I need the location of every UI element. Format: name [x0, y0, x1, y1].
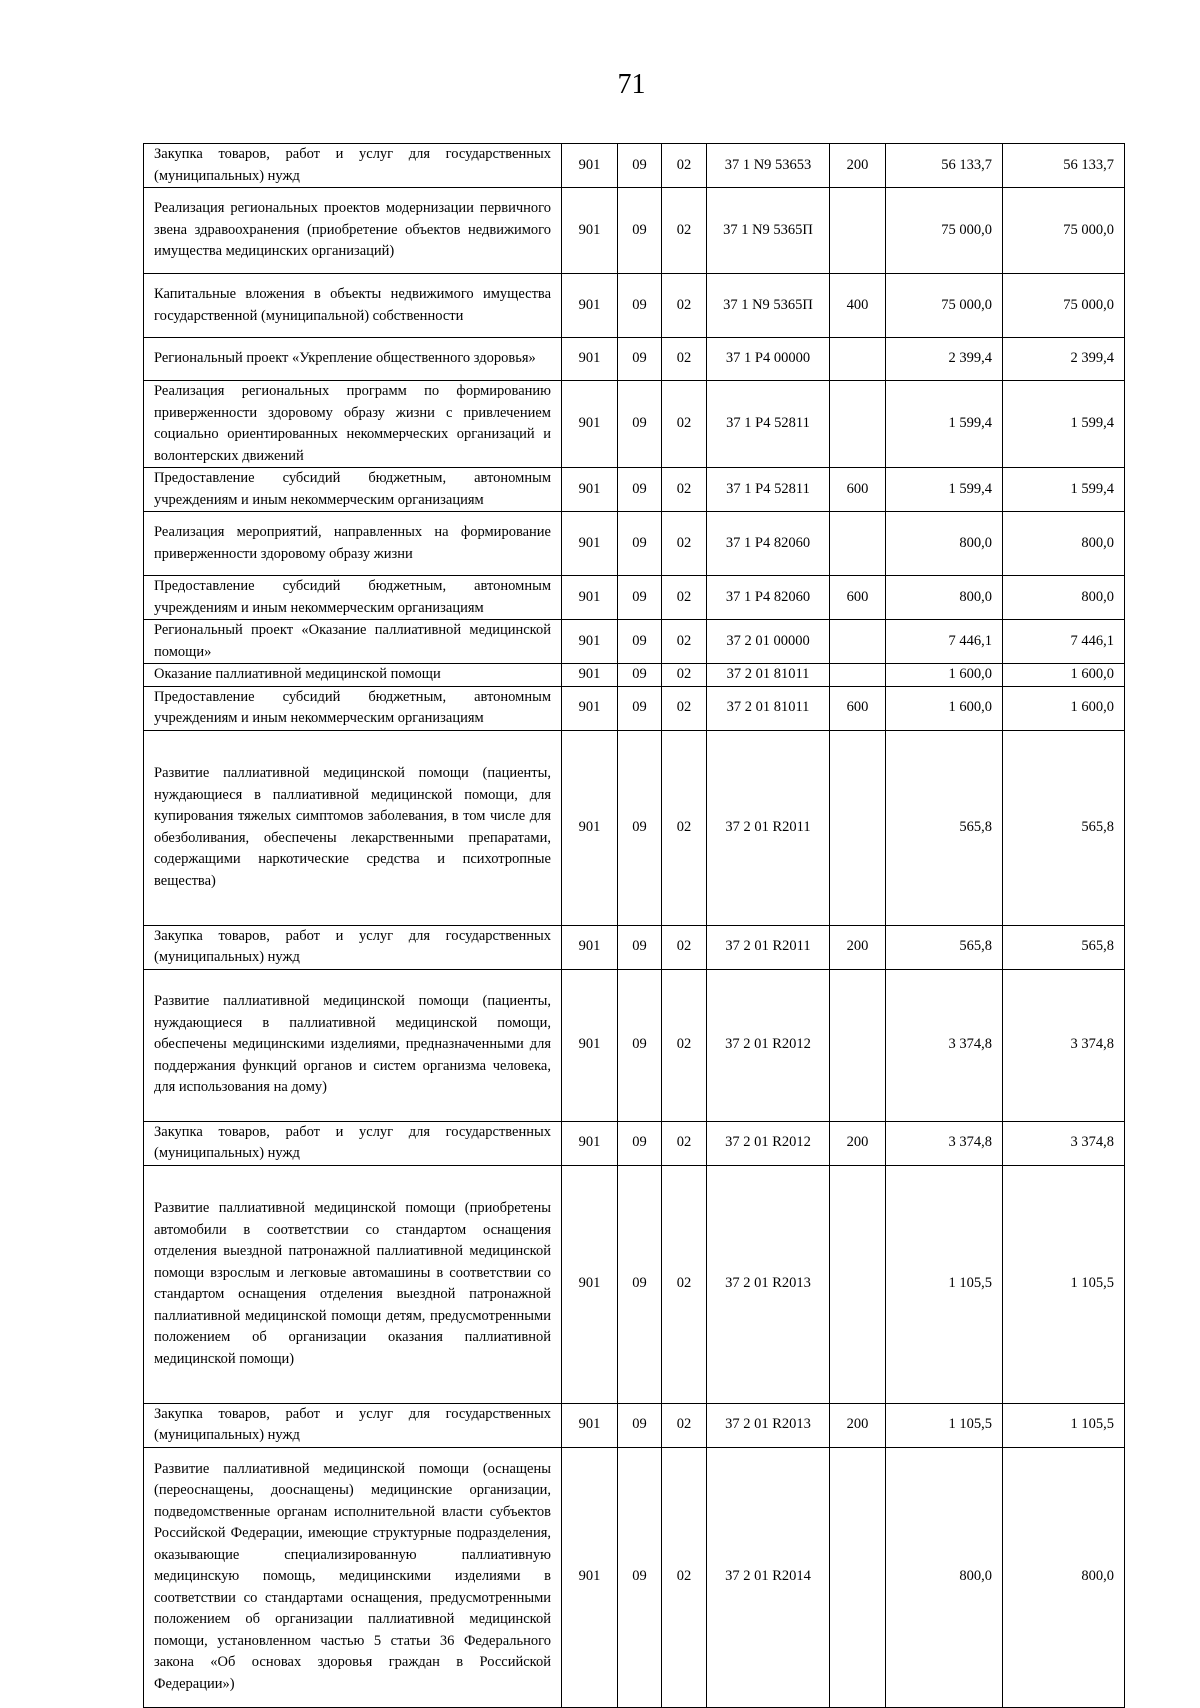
expense-type-code: 200: [830, 1403, 886, 1447]
section-code: 09: [618, 381, 662, 468]
amount-1: 800,0: [886, 576, 1003, 620]
budget-item-name: Закупка товаров, работ и услуг для государственных (муниципальных) нужд: [144, 144, 562, 188]
grbs-code: 901: [562, 620, 618, 664]
section-code: 09: [618, 925, 662, 969]
expense-type-code: [830, 512, 886, 576]
subsection-code: 02: [662, 1447, 707, 1707]
grbs-code: 901: [562, 144, 618, 188]
subsection-code: 02: [662, 381, 707, 468]
target-article-code: 37 1 N9 5365П: [707, 188, 830, 274]
table-row: [144, 338, 1125, 381]
amount-1: 565,8: [886, 925, 1003, 969]
grbs-code: 901: [562, 730, 618, 925]
amount-1: 800,0: [886, 1447, 1003, 1707]
section-code: 09: [618, 664, 662, 687]
budget-item-name: Развитие паллиативной медицинской помощи (пациенты, нуждающиеся в паллиативной медицинской помощи, для купирования тяжелых симптомов заболевания, в том числе для обезболивания, обеспечены лекарственными препаратами, содержащими наркотические средства и психотропные вещества): [144, 730, 562, 925]
section-code: 09: [618, 1165, 662, 1403]
budget-item-name: Реализация региональных проектов модернизации первичного звена здравоохранения (приобретение объектов недвижимого имущества медицинских организаций): [144, 188, 562, 274]
budget-table: [143, 143, 1125, 1708]
target-article-code: 37 2 01 81011: [707, 664, 830, 687]
expense-type-code: [830, 1447, 886, 1707]
budget-item-name: Предоставление субсидий бюджетным, автономным учреждениям и иным некоммерческим организациям: [144, 576, 562, 620]
subsection-code: 02: [662, 576, 707, 620]
budget-item-name: Закупка товаров, работ и услуг для государственных (муниципальных) нужд: [144, 1403, 562, 1447]
budget-item-name: Закупка товаров, работ и услуг для государственных (муниципальных) нужд: [144, 925, 562, 969]
grbs-code: 901: [562, 512, 618, 576]
amount-2: 1 105,5: [1003, 1165, 1125, 1403]
table-row: [144, 512, 1125, 576]
grbs-code: 901: [562, 1121, 618, 1165]
expense-type-code: [830, 338, 886, 381]
amount-2: 75 000,0: [1003, 188, 1125, 274]
expense-type-code: 200: [830, 925, 886, 969]
section-code: 09: [618, 188, 662, 274]
subsection-code: 02: [662, 512, 707, 576]
budget-item-name: Региональный проект «Укрепление общественного здоровья»: [144, 338, 562, 381]
amount-2: 1 600,0: [1003, 664, 1125, 687]
section-code: 09: [618, 1403, 662, 1447]
amount-2: 800,0: [1003, 576, 1125, 620]
grbs-code: 901: [562, 381, 618, 468]
target-article-code: 37 1 N9 53653: [707, 144, 830, 188]
section-code: 09: [618, 468, 662, 512]
table-row: [144, 144, 1125, 188]
table-row: [144, 188, 1125, 274]
grbs-code: 901: [562, 188, 618, 274]
amount-1: 7 446,1: [886, 620, 1003, 664]
amount-1: 75 000,0: [886, 274, 1003, 338]
budget-item-name: Предоставление субсидий бюджетным, автономным учреждениям и иным некоммерческим организациям: [144, 468, 562, 512]
table-row: [144, 1403, 1125, 1447]
subsection-code: 02: [662, 664, 707, 687]
expense-type-code: 200: [830, 144, 886, 188]
amount-2: 75 000,0: [1003, 274, 1125, 338]
expense-type-code: [830, 188, 886, 274]
target-article-code: 37 1 P4 52811: [707, 468, 830, 512]
budget-item-name: Развитие паллиативной медицинской помощи (пациенты, нуждающиеся в паллиативной медицинской помощи, обеспечены медицинскими изделиями, предназначенными для поддержания функций органов и систем организма человека, для использования на дому): [144, 969, 562, 1121]
target-article-code: 37 2 01 00000: [707, 620, 830, 664]
section-code: 09: [618, 969, 662, 1121]
expense-type-code: 600: [830, 468, 886, 512]
expense-type-code: [830, 730, 886, 925]
grbs-code: 901: [562, 1165, 618, 1403]
amount-2: 1 599,4: [1003, 381, 1125, 468]
table-row: [144, 1121, 1125, 1165]
table-row: [144, 969, 1125, 1121]
amount-2: 2 399,4: [1003, 338, 1125, 381]
subsection-code: 02: [662, 969, 707, 1121]
amount-1: 1 599,4: [886, 468, 1003, 512]
grbs-code: 901: [562, 969, 618, 1121]
table-row: [144, 730, 1125, 925]
table-row: [144, 381, 1125, 468]
section-code: 09: [618, 620, 662, 664]
target-article-code: 37 2 01 R2014: [707, 1447, 830, 1707]
amount-1: 1 105,5: [886, 1165, 1003, 1403]
section-code: 09: [618, 686, 662, 730]
target-article-code: 37 1 N9 5365П: [707, 274, 830, 338]
section-code: 09: [618, 338, 662, 381]
amount-2: 3 374,8: [1003, 1121, 1125, 1165]
grbs-code: 901: [562, 468, 618, 512]
budget-item-name: Реализация мероприятий, направленных на формирование приверженности здоровому образу жизни: [144, 512, 562, 576]
table-row: [144, 1165, 1125, 1403]
amount-1: 3 374,8: [886, 969, 1003, 1121]
subsection-code: 02: [662, 144, 707, 188]
table-row: [144, 576, 1125, 620]
subsection-code: 02: [662, 925, 707, 969]
table-row: [144, 620, 1125, 664]
page-number: 71: [617, 69, 646, 100]
expense-type-code: [830, 1165, 886, 1403]
table-row: [144, 686, 1125, 730]
grbs-code: 901: [562, 664, 618, 687]
table-row: [144, 925, 1125, 969]
table-row: [144, 1447, 1125, 1707]
subsection-code: 02: [662, 338, 707, 381]
budget-item-name: Оказание паллиативной медицинской помощи: [144, 664, 562, 687]
target-article-code: 37 2 01 R2011: [707, 730, 830, 925]
subsection-code: 02: [662, 730, 707, 925]
amount-1: 1 600,0: [886, 686, 1003, 730]
amount-2: 7 446,1: [1003, 620, 1125, 664]
amount-1: 1 105,5: [886, 1403, 1003, 1447]
amount-1: 2 399,4: [886, 338, 1003, 381]
section-code: 09: [618, 1121, 662, 1165]
target-article-code: 37 2 01 R2013: [707, 1403, 830, 1447]
expense-type-code: [830, 381, 886, 468]
grbs-code: 901: [562, 686, 618, 730]
expense-type-code: 600: [830, 686, 886, 730]
amount-1: 1 600,0: [886, 664, 1003, 687]
expense-type-code: 600: [830, 576, 886, 620]
expense-type-code: [830, 969, 886, 1121]
amount-2: 1 599,4: [1003, 468, 1125, 512]
section-code: 09: [618, 730, 662, 925]
target-article-code: 37 1 P4 82060: [707, 512, 830, 576]
budget-item-name: Реализация региональных программ по формированию приверженности здоровому образу жизни с привлечением социально ориентированных некоммерческих организаций и волонтерских движений: [144, 381, 562, 468]
budget-item-name: Региональный проект «Оказание паллиативной медицинской помощи»: [144, 620, 562, 664]
amount-2: 1 600,0: [1003, 686, 1125, 730]
grbs-code: 901: [562, 925, 618, 969]
subsection-code: 02: [662, 620, 707, 664]
section-code: 09: [618, 274, 662, 338]
amount-2: 565,8: [1003, 730, 1125, 925]
expense-type-code: [830, 620, 886, 664]
target-article-code: 37 2 01 R2011: [707, 925, 830, 969]
expense-type-code: 200: [830, 1121, 886, 1165]
expense-type-code: [830, 664, 886, 687]
grbs-code: 901: [562, 338, 618, 381]
target-article-code: 37 2 01 R2012: [707, 969, 830, 1121]
budget-item-name: Предоставление субсидий бюджетным, автономным учреждениям и иным некоммерческим организациям: [144, 686, 562, 730]
amount-1: 56 133,7: [886, 144, 1003, 188]
subsection-code: 02: [662, 1121, 707, 1165]
amount-2: 3 374,8: [1003, 969, 1125, 1121]
subsection-code: 02: [662, 188, 707, 274]
target-article-code: 37 1 P4 00000: [707, 338, 830, 381]
budget-item-name: Развитие паллиативной медицинской помощи (оснащены (переоснащены, дооснащены) медицинские организации, подведомственные органам исполнительной власти субъектов Российской Федерации, имеющие структурные подразделения, оказывающие специализированную паллиативную медицинскую помощь, медицинскими изделиями в соответствии со стандартами оснащения, предусмотренными положением об организации паллиативной медицинской помощи, установленном частью 5 статьи 36 Федерального закона «Об основах здоровья граждан в Российской Федерации»): [144, 1447, 562, 1707]
amount-2: 56 133,7: [1003, 144, 1125, 188]
amount-2: 1 105,5: [1003, 1403, 1125, 1447]
budget-item-name: Развитие паллиативной медицинской помощи (приобретены автомобили в соответствии со стандартом оснащения отделения выездной патронажной паллиативной медицинской помощи взрослым и легковые автомашины в соответствии со стандартом оснащения отделения выездной патронажной паллиативной медицинской помощи детям, предусмотренными положением об организации оказания паллиативной медицинской помощи): [144, 1165, 562, 1403]
target-article-code: 37 1 P4 52811: [707, 381, 830, 468]
table-row: [144, 274, 1125, 338]
subsection-code: 02: [662, 468, 707, 512]
section-code: 09: [618, 576, 662, 620]
budget-item-name: Закупка товаров, работ и услуг для государственных (муниципальных) нужд: [144, 1121, 562, 1165]
amount-1: 75 000,0: [886, 188, 1003, 274]
section-code: 09: [618, 512, 662, 576]
amount-1: 565,8: [886, 730, 1003, 925]
grbs-code: 901: [562, 274, 618, 338]
table-row: [144, 468, 1125, 512]
amount-1: 3 374,8: [886, 1121, 1003, 1165]
grbs-code: 901: [562, 576, 618, 620]
subsection-code: 02: [662, 686, 707, 730]
amount-2: 565,8: [1003, 925, 1125, 969]
target-article-code: 37 2 01 R2013: [707, 1165, 830, 1403]
grbs-code: 901: [562, 1403, 618, 1447]
amount-1: 1 599,4: [886, 381, 1003, 468]
budget-item-name: Капитальные вложения в объекты недвижимого имущества государственной (муниципальной) собственности: [144, 274, 562, 338]
amount-2: 800,0: [1003, 1447, 1125, 1707]
expense-type-code: 400: [830, 274, 886, 338]
section-code: 09: [618, 1447, 662, 1707]
section-code: 09: [618, 144, 662, 188]
subsection-code: 02: [662, 274, 707, 338]
table-row: [144, 664, 1125, 687]
amount-2: 800,0: [1003, 512, 1125, 576]
grbs-code: 901: [562, 1447, 618, 1707]
target-article-code: 37 1 P4 82060: [707, 576, 830, 620]
target-article-code: 37 2 01 81011: [707, 686, 830, 730]
amount-1: 800,0: [886, 512, 1003, 576]
subsection-code: 02: [662, 1165, 707, 1403]
subsection-code: 02: [662, 1403, 707, 1447]
target-article-code: 37 2 01 R2012: [707, 1121, 830, 1165]
